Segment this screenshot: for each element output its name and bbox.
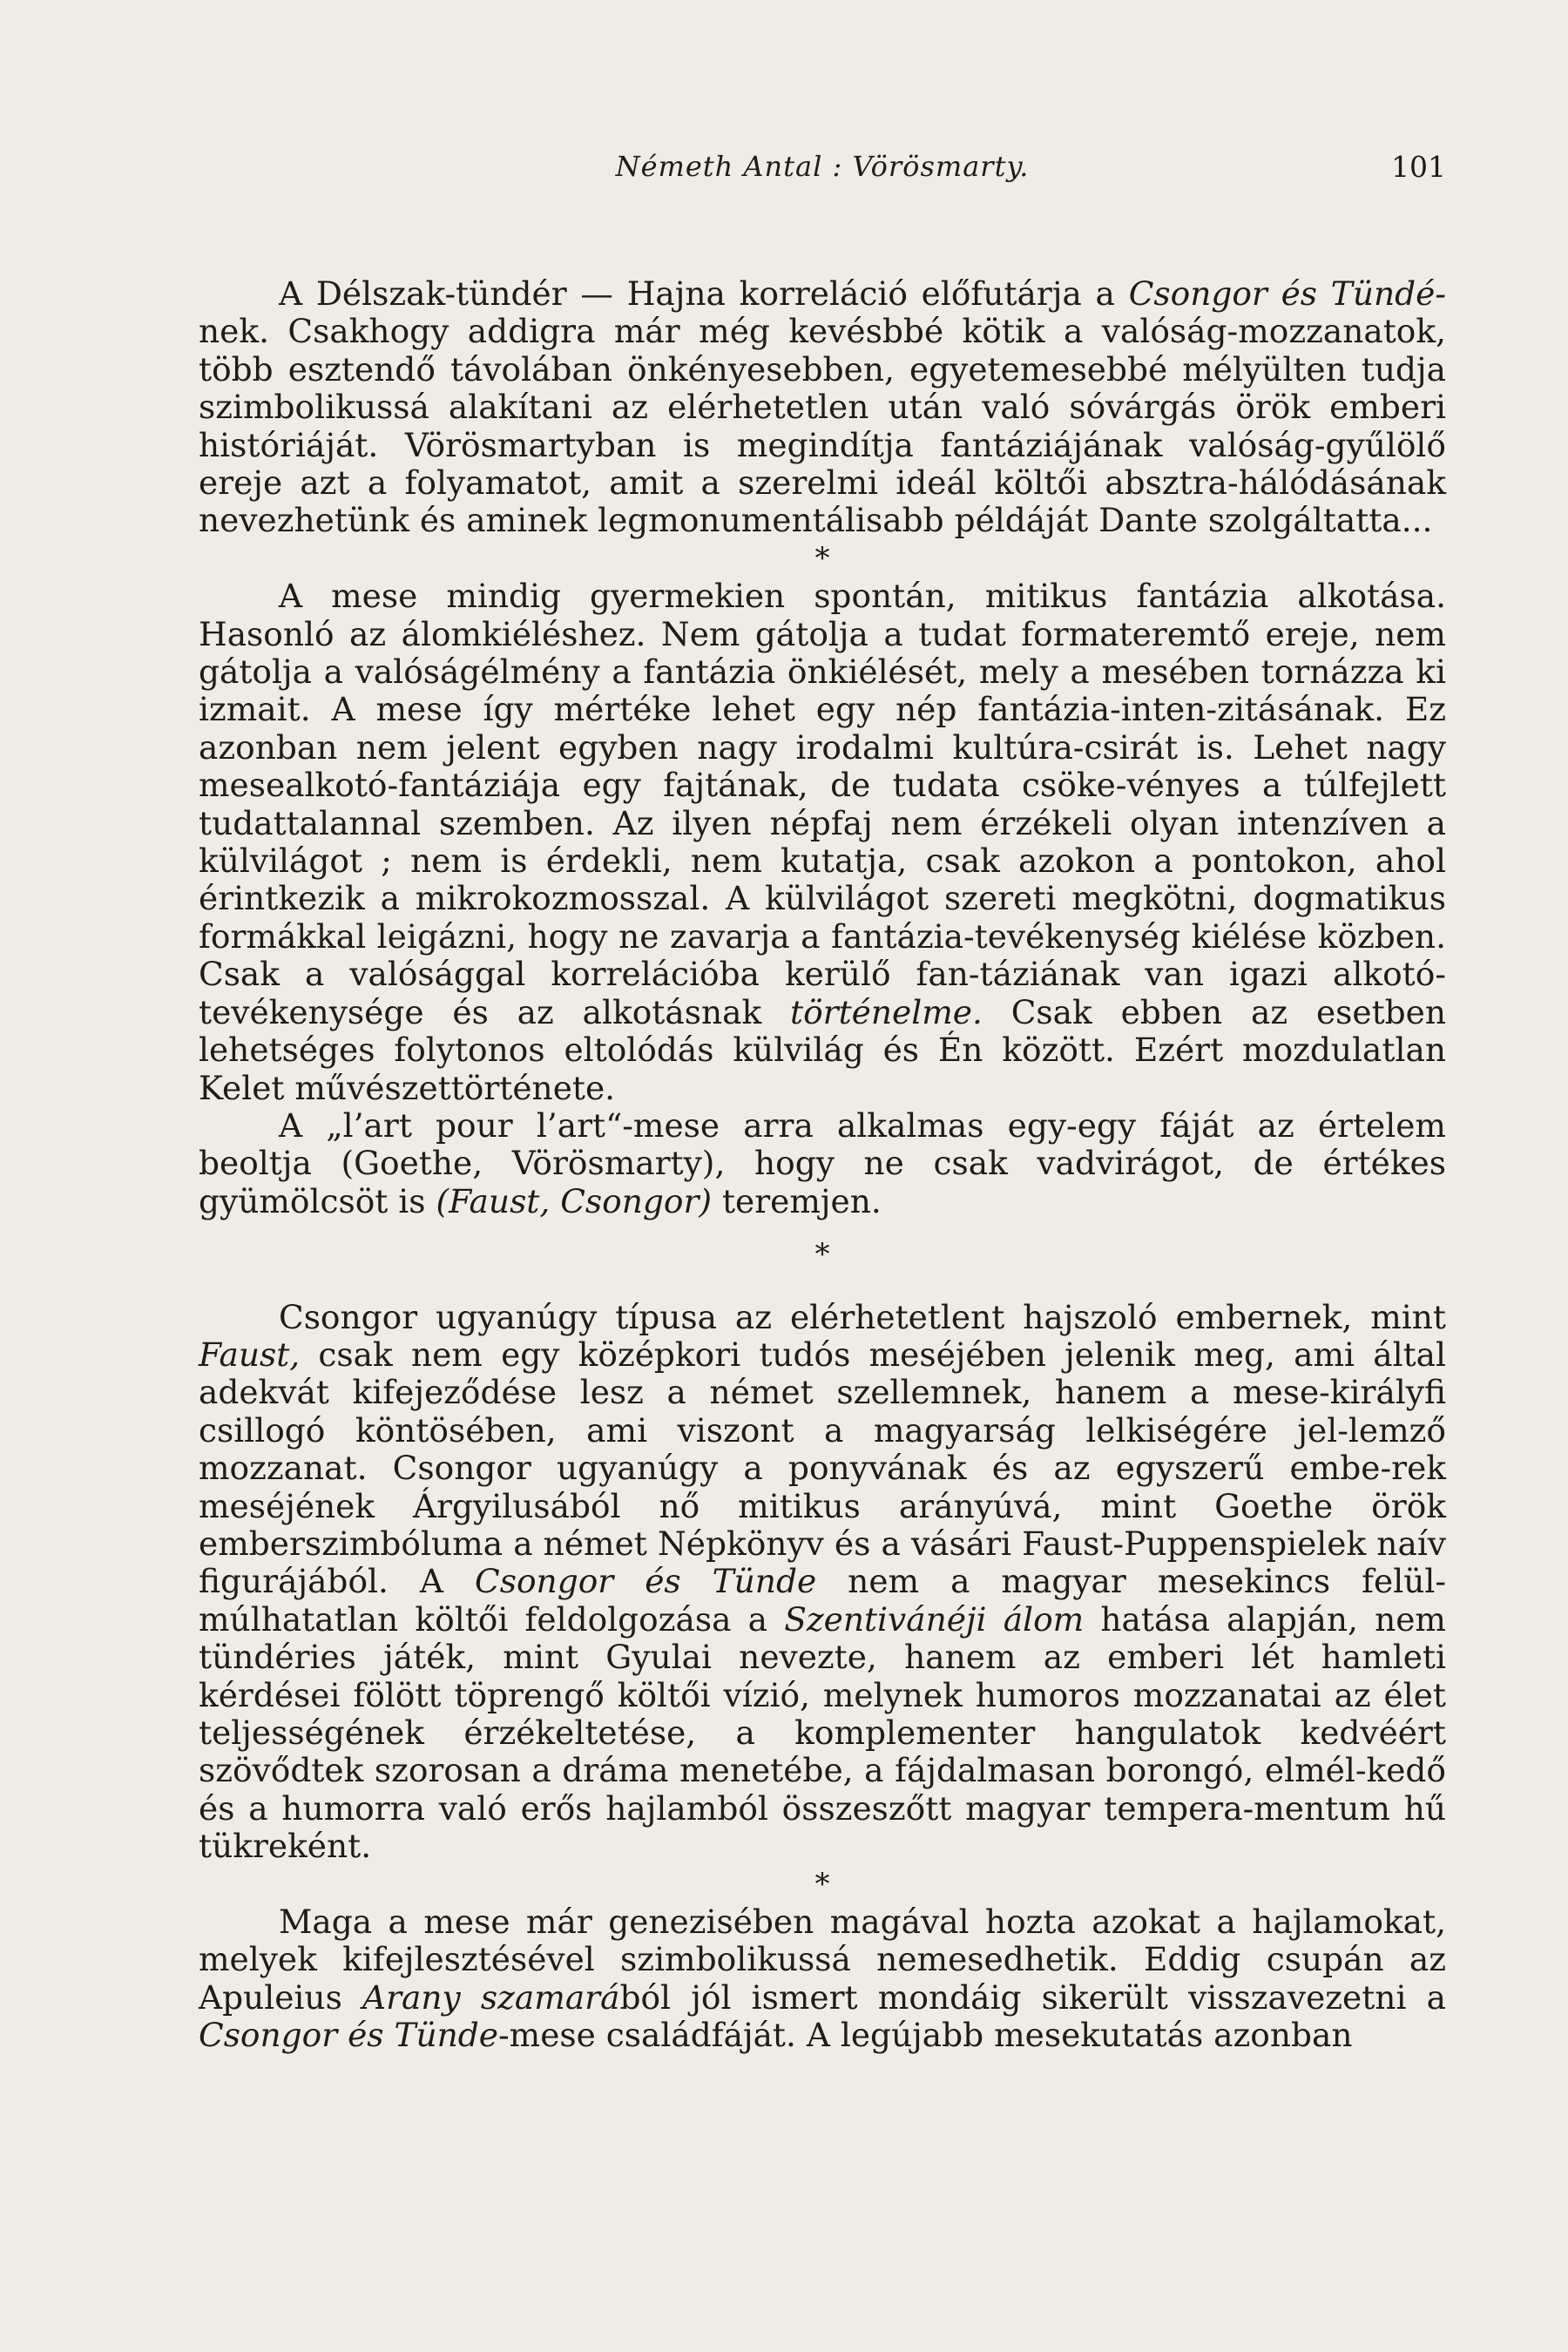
paragraph-text: csak nem egy középkori tudós meséjében jelenik meg, ami által adekvát kifejeződése lesz a német szellemnek, hanem a mese-királyfi csillogó köntösében, ami viszont a magyarság lelkiségére jel-lemző mozzanat. Csongor ugyanúgy a ponyvának és az egyszerű embe-rek meséjének Árgyilusából nő mitikus arányúvá, mint Goethe örök emberszimbóluma a német Népkönyv és a vásári Faust-Puppenspielek naív figurájából. A	[199, 1335, 1446, 1601]
italic-title: Faust,	[199, 1335, 301, 1374]
paragraph-text: teremjen.	[712, 1181, 882, 1220]
section-separator: *	[814, 1866, 830, 1902]
paragraph-text: A Délszak-tündér — Hajna korreláció előfutárja a	[279, 274, 1129, 313]
paragraph	[199, 1299, 1446, 1866]
running-header	[199, 150, 1446, 193]
paragraph-text: Csongor ugyanúgy típusa az elérhetetlent hajszoló embernek, mint	[279, 1297, 1446, 1336]
paragraph-text: Csak ebben az esetben lehetséges folytonos eltolódás külvilág és Én között. Ezért mozdulatlan Kelet művészettörténete.	[199, 992, 1446, 1107]
paragraph-text: nek. Csakhogy addigra már még kevésbbé kötik a valóság-mozzanatok, több esztendő távolában önkényesebben, egyetemesebbé mélyülten tudja szimbolikussá alakítani az elérhetetlen után való sóvárgás örök emberi históriáját. Vörösmartyban is megindítja fantáziájának valóság-gyűlölő ereje azt a folyamatot, amit a szerelmi ideál költői absztra-hálódásának nevezhetünk és aminek legmonumentálisabb példáját Dante szolgáltatta...	[199, 312, 1446, 540]
paragraph-text: ból jól ismert mondáig sikerült visszavezetni a	[619, 1977, 1446, 2017]
section-separator: *	[814, 1237, 830, 1273]
paragraph	[199, 275, 1446, 540]
running-title: Németh Antal : Vörösmarty.	[615, 150, 1030, 183]
body-text	[199, 275, 1446, 2055]
italic-title: Szentivánéji álom	[784, 1599, 1085, 1639]
paragraph-text: nem a magyar mesekincs felül-múlhatatlan költői feldolgozása a	[199, 1562, 1447, 1639]
italic-title: Csongor és Tünde	[199, 2016, 498, 2055]
italic-title: Csongor és Tünde	[475, 1562, 817, 1601]
paragraph	[199, 578, 1446, 1107]
paragraph-text: -mese családfáját. A legújabb mesekutatás azonban	[497, 2016, 1353, 2055]
section-separator: *	[814, 540, 830, 576]
page-number: 101	[1391, 150, 1446, 184]
paragraph	[199, 1107, 1446, 1220]
paragraph-text: Maga a mese már genezisében magával hozta azokat a hajlamokat, melyek kifejlesztésével szimbolikussá nemesedhetik. Eddig csupán az Apuleius	[199, 1903, 1446, 2017]
italic-word: történelme.	[790, 992, 983, 1031]
italic-title: Csongor és Tündé-	[1128, 274, 1446, 313]
paragraph-text: hatása alapján, nem tündéries játék, mint Gyulai nevezte, hanem az emberi lét hamleti kérdései fölött töprengő költői vízió, melynek humoros mozzanatai az élet teljességének érzékeltetése, a komplementer hangulatok kedvéért szövődtek szorosan a dráma menetébe, a fájdalmasan borongó, elmél-kedő és a humorra való erős hajlamból összeszőtt magyar tempera-mentum hű tükreként.	[199, 1599, 1446, 1866]
paragraph	[199, 1903, 1446, 2055]
paragraph-text: A „l’art pour l’art“-mese arra alkalmas egy-egy fáját az értelem beoltja (Goethe, Vörösmarty), hogy ne csak vadvirágot, de értékes gyümölcsöt is	[199, 1105, 1446, 1220]
paragraph-text: A mese mindig gyermekien spontán, mitikus fantázia alkotása. Hasonló az álomkiéléshez. Nem gátolja a tudat formateremtő ereje, nem gátolja a valóságélmény a fantázia önkiélését, mely a mesében tornázza ki izmait. A mese így mértéke lehet egy nép fantázia-inten-zitásának. Ez azonban nem jelent egyben nagy irodalmi kultúra-csirát is. Lehet nagy mesealkotó-fantáziája egy fajtának, de tudata csöke-vényes a túlfejlett tudattalannal szemben. Az ilyen népfaj nem érzékeli olyan intenzíven a külvilágot ; nem is érdekli, nem kutatja, csak azokon a pontokon, ahol érintkezik a mikrokozmosszal. A külvilágot szereti megkötni, dogmatikus formákkal leigázni, hogy ne zavarja a fantázia-tevékenység kiélése közben. Csak a valósággal korrelációba kerülő fan-táziának van igazi alkotó-tevékenysége és az alkotásnak	[199, 577, 1446, 1031]
italic-titles: (Faust, Csongor)	[436, 1181, 713, 1220]
italic-title: Arany szamará	[362, 1977, 620, 2017]
